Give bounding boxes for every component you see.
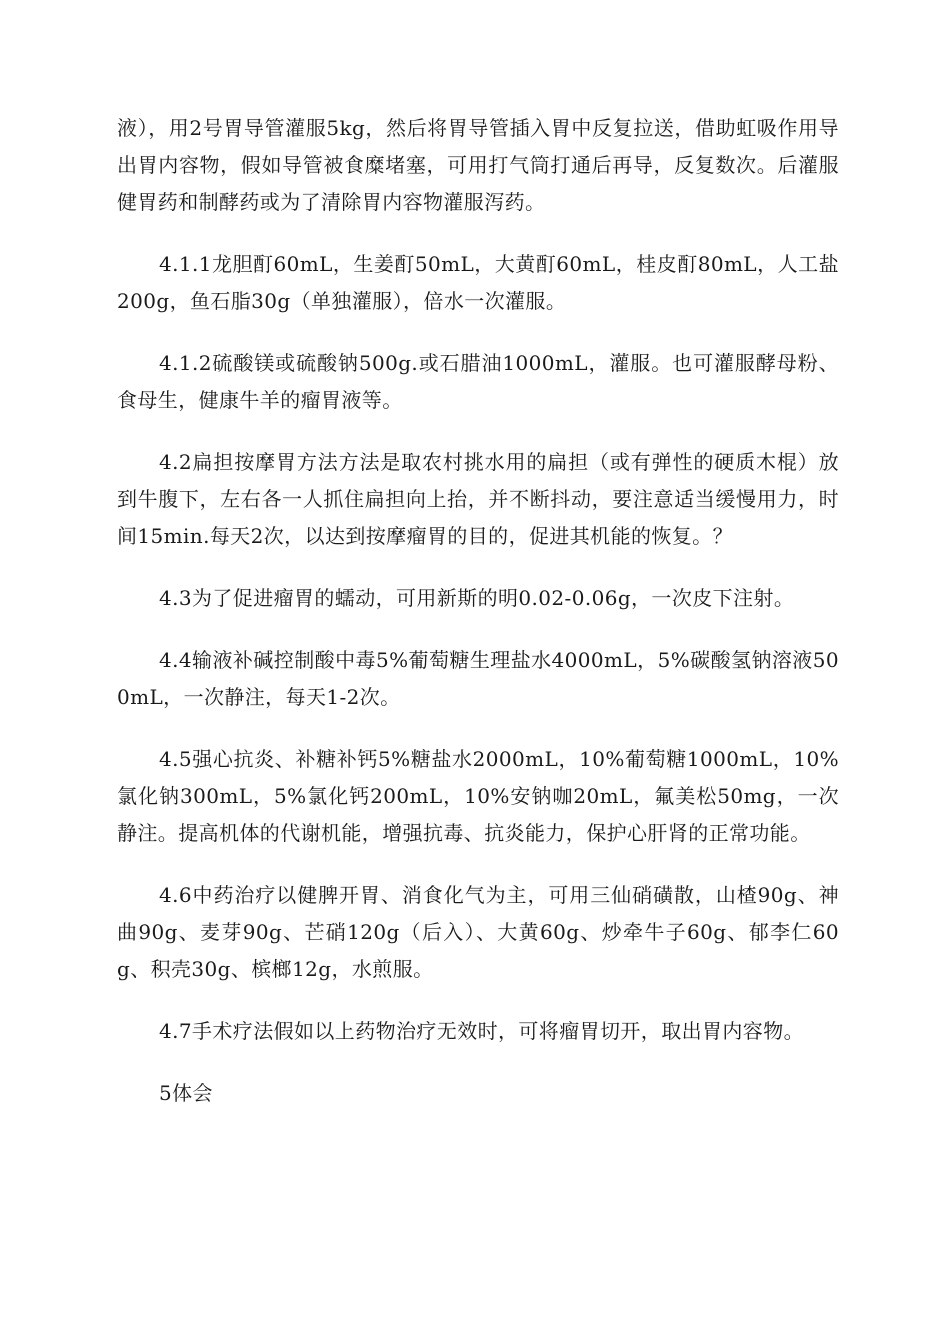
paragraph-4-5: 4.5强心抗炎、补糖补钙5%糖盐水2000mL，10%葡萄糖1000mL，10%氯化钠300mL，5%氯化钙200mL，10%安钠咖20mL，氟美松50mg，一次静注。提高机体的代谢机能，增强抗毒、抗炎能力，保护心肝肾的正常功能。 bbox=[117, 747, 839, 845]
document-body bbox=[117, 110, 839, 1137]
paragraph-4-1-2: 4.1.2硫酸镁或硫酸钠500g.或石腊油1000mL，灌服。也可灌服酵母粉、食母生，健康牛羊的瘤胃液等。 bbox=[117, 351, 839, 412]
paragraph-4-6: 4.6中药治疗以健脾开胃、消食化气为主，可用三仙硝磺散，山楂90g、神曲90g、麦芽90g、芒硝120g（后入）、大黄60g、炒牵牛子60g、郁李仁60g、积壳30g、槟榔12g，水煎服。 bbox=[117, 883, 839, 981]
paragraph-4-1-1: 4.1.1龙胆酊60mL，生姜酊50mL，大黄酊60mL，桂皮酊80mL，人工盐200g，鱼石脂30g（单独灌服），倍水一次灌服。 bbox=[117, 252, 839, 313]
paragraph-4-4: 4.4输液补碱控制酸中毒5%葡萄糖生理盐水4000mL，5%碳酸氢钠溶液500mL，一次静注，每天1-2次。 bbox=[117, 648, 839, 709]
paragraph-4-7: 4.7手术疗法假如以上药物治疗无效时，可将瘤胃切开，取出胃内容物。 bbox=[159, 1019, 805, 1043]
paragraph-4-3: 4.3为了促进瘤胃的蠕动，可用新斯的明0.02-0.06g，一次皮下注射。 bbox=[159, 586, 795, 610]
paragraph-continuation: 液），用2号胃导管灌服5kg，然后将胃导管插入胃中反复拉送，借助虹吸作用导出胃内容物，假如导管被食糜堵塞，可用打气筒打通后再导，反复数次。后灌服健胃药和制酵药或为了清除胃内容物灌服泻药。 bbox=[117, 116, 839, 214]
section-heading-5: 5体会 bbox=[159, 1081, 213, 1105]
paragraph-4-2: 4.2扁担按摩胃方法方法是取农村挑水用的扁担（或有弹性的硬质木棍）放到牛腹下，左右各一人抓住扁担向上抬，并不断抖动，要注意适当缓慢用力，时间15min.每天2次，以达到按摩瘤胃的目的，促进其机能的恢复。？ bbox=[117, 450, 839, 548]
